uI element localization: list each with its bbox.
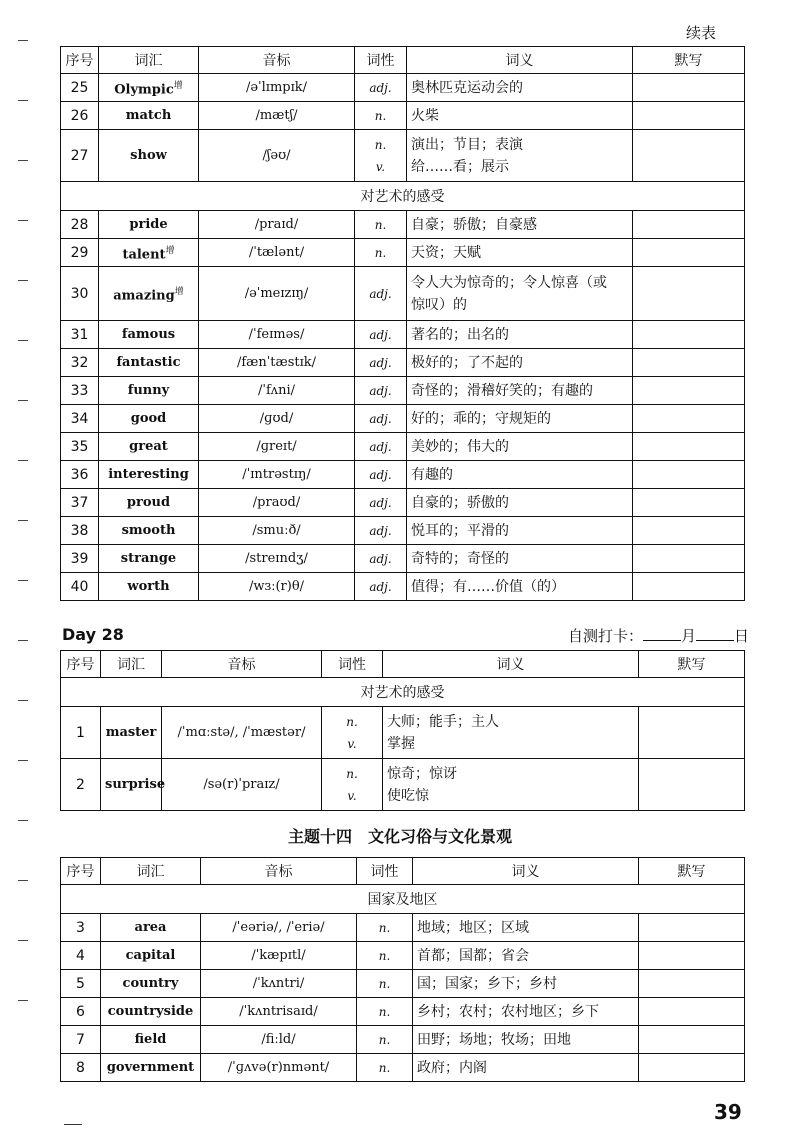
dictation-cell[interactable] — [633, 130, 745, 182]
phonetic: /praɪd/ — [199, 211, 355, 239]
dictation-cell[interactable] — [639, 942, 745, 970]
day-label: 日 — [734, 627, 750, 645]
meaning-line: 奇怪的；滑稽好笑的；有趣的 — [411, 382, 593, 399]
word-text: interesting — [108, 467, 189, 482]
table-row — [61, 489, 745, 517]
meaning-line: 自豪的；骄傲的 — [411, 494, 509, 511]
meaning-line: 大师；能手；主人 — [387, 713, 499, 730]
table-row — [61, 573, 745, 601]
part-of-speech — [355, 433, 407, 461]
vocab-word — [101, 942, 201, 970]
word-text: area — [134, 920, 167, 935]
month-label: 月 — [681, 627, 697, 645]
footer-rule — [64, 1124, 82, 1125]
dictation-cell[interactable] — [639, 759, 745, 811]
table-row — [61, 970, 745, 998]
word-text: fantastic — [116, 355, 181, 370]
table-row — [61, 321, 745, 349]
part-of-speech — [355, 102, 407, 130]
dictation-cell[interactable] — [633, 74, 745, 102]
dictation-cell[interactable] — [639, 707, 745, 759]
vocab-word — [99, 267, 199, 321]
row-number: 25 — [61, 74, 99, 102]
pos-line: n. — [374, 245, 387, 260]
col-header: 音标 — [199, 47, 355, 74]
col-header: 序号 — [61, 858, 101, 885]
table-row — [61, 349, 745, 377]
part-of-speech — [357, 1054, 413, 1082]
category-row — [61, 678, 745, 707]
phonetic: /ˈɪntrəstɪŋ/ — [199, 461, 355, 489]
col-header: 词性 — [357, 858, 413, 885]
meaning-line: 美妙的；伟大的 — [411, 438, 509, 455]
month-blank[interactable] — [643, 626, 681, 641]
continued-label: 续表 — [686, 24, 717, 42]
table-row — [61, 130, 745, 182]
category-label: 对艺术的感受 — [61, 678, 745, 707]
dictation-cell[interactable] — [633, 405, 745, 433]
vocab-word — [99, 573, 199, 601]
part-of-speech — [322, 759, 383, 811]
dictation-cell[interactable] — [639, 1026, 745, 1054]
pos-line: n. — [378, 976, 391, 991]
meaning-line: 乡村；农村；农村地区；乡下 — [417, 1003, 599, 1020]
table-row — [61, 707, 745, 759]
phonetic: /ˈkæpɪtl/ — [201, 942, 357, 970]
part-of-speech — [355, 239, 407, 267]
meaning-line: 著名的；出名的 — [411, 326, 509, 343]
phonetic: /ˈkʌntrisaɪd/ — [201, 998, 357, 1026]
word-text: good — [130, 411, 167, 426]
word-text: talent — [122, 247, 166, 263]
row-number: 30 — [61, 267, 99, 321]
row-number: 33 — [61, 377, 99, 405]
table-row — [61, 239, 745, 267]
meaning-line: 演出；节目；表演 — [411, 136, 523, 153]
row-number: 34 — [61, 405, 99, 433]
vocab-word — [101, 1054, 201, 1082]
header-row — [61, 858, 745, 885]
category-label: 国家及地区 — [61, 885, 745, 914]
page-number: 39 — [714, 1100, 742, 1124]
row-number: 8 — [61, 1054, 101, 1082]
vocab-word — [99, 517, 199, 545]
meaning-line: 惊奇；惊讶 — [387, 765, 457, 782]
pos-line: n. — [374, 137, 387, 152]
meaning — [407, 239, 633, 267]
row-number: 7 — [61, 1026, 101, 1054]
dictation-cell[interactable] — [633, 545, 745, 573]
pos-line: adj. — [369, 579, 392, 594]
vocab-word — [99, 211, 199, 239]
vocab-word — [99, 130, 199, 182]
pos-line: n. — [378, 1004, 391, 1019]
dictation-cell[interactable] — [633, 433, 745, 461]
phonetic: /streɪndʒ/ — [199, 545, 355, 573]
col-header: 词义 — [413, 858, 639, 885]
meaning — [407, 545, 633, 573]
table-row — [61, 267, 745, 321]
col-header: 词性 — [322, 651, 383, 678]
col-header: 默写 — [639, 858, 745, 885]
part-of-speech — [355, 377, 407, 405]
meaning — [407, 130, 633, 182]
word-text: field — [134, 1032, 167, 1047]
table-row — [61, 433, 745, 461]
row-number: 40 — [61, 573, 99, 601]
table-row — [61, 1054, 745, 1082]
phonetic: /fiːld/ — [201, 1026, 357, 1054]
vocab-word — [99, 377, 199, 405]
pos-line: v. — [347, 736, 357, 751]
meaning — [407, 349, 633, 377]
vocab-word — [99, 461, 199, 489]
part-of-speech — [355, 349, 407, 377]
meaning-line: 天资；天赋 — [411, 244, 481, 261]
phonetic: /əˈlɪmpɪk/ — [199, 74, 355, 102]
pos-line: n. — [374, 108, 387, 123]
row-number: 3 — [61, 914, 101, 942]
dictation-cell[interactable] — [639, 914, 745, 942]
vocab-word — [99, 489, 199, 517]
vocab-word — [99, 239, 199, 267]
part-of-speech — [322, 707, 383, 759]
meaning — [413, 1054, 639, 1082]
meaning — [407, 573, 633, 601]
part-of-speech — [355, 321, 407, 349]
meaning-line: 好的；乖的；守规矩的 — [411, 410, 551, 427]
category-row — [61, 885, 745, 914]
row-number: 1 — [61, 707, 101, 759]
meaning — [413, 914, 639, 942]
phonetic: /ˈkʌntri/ — [201, 970, 357, 998]
meaning — [407, 102, 633, 130]
pos-line: v. — [375, 159, 386, 174]
meaning-line: 掌握 — [387, 735, 415, 752]
row-number: 2 — [61, 759, 101, 811]
vocab-word — [99, 349, 199, 377]
row-number: 39 — [61, 545, 99, 573]
meaning — [407, 74, 633, 102]
meaning-line: 悦耳的；平滑的 — [411, 522, 509, 539]
vocab-word — [101, 759, 166, 811]
col-header: 词汇 — [101, 651, 162, 678]
meaning-line: 国；国家；乡下；乡村 — [417, 975, 557, 992]
meaning-line: 奥林匹克运动会的 — [411, 79, 523, 96]
theme-title: 主题十四 文化习俗与文化景观 — [287, 827, 512, 846]
vocab-table-theme14 — [60, 857, 745, 1082]
meaning-line: 政府；内阁 — [417, 1059, 487, 1076]
word-text: famous — [121, 327, 176, 342]
pos-line: adj. — [369, 495, 392, 510]
col-header: 词汇 — [101, 858, 201, 885]
row-number: 26 — [61, 102, 99, 130]
meaning-line: 火柴 — [411, 107, 439, 124]
pos-line: v. — [347, 788, 357, 803]
pos-line: n. — [378, 1032, 391, 1047]
pos-line: n. — [346, 766, 358, 781]
meaning — [413, 970, 639, 998]
meaning-line: 惊叹）的 — [411, 296, 467, 313]
part-of-speech — [357, 914, 413, 942]
dictation-cell[interactable] — [633, 239, 745, 267]
phonetic: /ˈmɑːstə/, /ˈmæstər/ — [162, 707, 322, 759]
table-row — [61, 211, 745, 239]
meaning-line: 使吃惊 — [387, 787, 429, 804]
phonetic: /sə(r)ˈpraɪz/ — [162, 759, 322, 811]
table-row — [61, 102, 745, 130]
meaning — [413, 942, 639, 970]
self-test-checkin — [568, 625, 749, 646]
dictation-cell[interactable] — [633, 321, 745, 349]
word-text: capital — [125, 948, 176, 963]
header-row — [61, 47, 745, 74]
phonetic: /ˈfʌni/ — [199, 377, 355, 405]
phonetic: /fænˈtæstɪk/ — [199, 349, 355, 377]
part-of-speech — [355, 211, 407, 239]
meaning — [407, 517, 633, 545]
pos-line: n. — [378, 948, 391, 963]
pos-line: n. — [378, 920, 391, 935]
part-of-speech — [355, 517, 407, 545]
pos-line: adj. — [369, 411, 392, 426]
dictation-cell[interactable] — [633, 267, 745, 321]
meaning — [407, 405, 633, 433]
vocab-word — [99, 321, 199, 349]
phonetic: /ɡʊd/ — [199, 405, 355, 433]
col-header: 音标 — [162, 651, 322, 678]
row-number: 32 — [61, 349, 99, 377]
meaning — [407, 433, 633, 461]
dictation-cell[interactable] — [633, 349, 745, 377]
row-number: 28 — [61, 211, 99, 239]
meaning — [383, 707, 639, 759]
vocab-table-day28 — [60, 650, 745, 811]
part-of-speech — [355, 267, 407, 321]
row-number: 38 — [61, 517, 99, 545]
phonetic: /ˈtælənt/ — [199, 239, 355, 267]
dictation-cell[interactable] — [633, 377, 745, 405]
phonetic: /ɡreɪt/ — [199, 433, 355, 461]
phonetic: /mætʃ/ — [199, 102, 355, 130]
meaning — [407, 321, 633, 349]
part-of-speech — [355, 461, 407, 489]
meaning-line: 田野；场地；牧场；田地 — [417, 1031, 571, 1048]
col-header: 序号 — [61, 651, 101, 678]
pos-line: adj. — [369, 523, 392, 538]
pos-line: adj. — [369, 80, 392, 95]
table-row — [61, 759, 745, 811]
word-text: government — [106, 1060, 195, 1075]
table-row — [61, 545, 745, 573]
dictation-cell[interactable] — [633, 461, 745, 489]
word-text: funny — [127, 383, 170, 398]
meaning-line: 有趣的 — [411, 466, 453, 483]
meaning-line: 地域；地区；区域 — [417, 919, 529, 936]
meaning — [407, 489, 633, 517]
meaning-line: 奇特的；奇怪的 — [411, 550, 509, 567]
header-row — [61, 651, 745, 678]
part-of-speech — [355, 74, 407, 102]
col-header: 词义 — [407, 47, 633, 74]
row-number: 35 — [61, 433, 99, 461]
phonetic: /wɜː(r)θ/ — [199, 573, 355, 601]
vocab-word — [101, 998, 201, 1026]
table-row — [61, 74, 745, 102]
part-of-speech — [355, 130, 407, 182]
row-number: 37 — [61, 489, 99, 517]
word-text: worth — [127, 579, 170, 594]
word-text: master — [105, 725, 157, 740]
meaning — [407, 267, 633, 321]
col-header: 序号 — [61, 47, 99, 74]
word-text: show — [130, 148, 167, 163]
meaning-line: 首都；国都；省会 — [417, 947, 529, 964]
col-header: 词义 — [383, 651, 639, 678]
part-of-speech — [357, 970, 413, 998]
part-of-speech — [355, 573, 407, 601]
table-row — [61, 1026, 745, 1054]
meaning — [407, 377, 633, 405]
binding-margin-marks — [0, 0, 40, 1132]
dictation-cell[interactable] — [633, 489, 745, 517]
pos-line: adj. — [369, 355, 392, 370]
part-of-speech — [357, 998, 413, 1026]
col-header: 音标 — [201, 858, 357, 885]
phonetic: /praʊd/ — [199, 489, 355, 517]
word-text: proud — [126, 495, 171, 510]
dictation-cell[interactable] — [633, 211, 745, 239]
meaning — [407, 211, 633, 239]
table-row — [61, 405, 745, 433]
vocab-word — [101, 707, 162, 759]
word-text: strange — [120, 551, 177, 566]
day-title: Day 28 — [62, 625, 124, 644]
row-number: 36 — [61, 461, 99, 489]
dictation-cell[interactable] — [633, 102, 745, 130]
pos-line: adj. — [369, 551, 392, 566]
row-number: 27 — [61, 130, 99, 182]
vocab-word — [99, 102, 199, 130]
part-of-speech — [357, 1026, 413, 1054]
meaning — [413, 998, 639, 1026]
word-text: surprise — [105, 777, 166, 792]
col-header: 默写 — [639, 651, 745, 678]
col-header: 默写 — [633, 47, 745, 74]
meaning — [407, 461, 633, 489]
vocab-table-continued — [60, 46, 745, 601]
phonetic: /ʃəʊ/ — [199, 130, 355, 182]
meaning-line: 极好的；了不起的 — [411, 354, 523, 371]
pos-line: adj. — [369, 383, 392, 398]
vocab-word — [99, 74, 199, 102]
category-row — [61, 182, 745, 211]
word-text: great — [129, 439, 168, 454]
vocab-word — [101, 1026, 201, 1054]
pos-line: n. — [374, 217, 387, 232]
meaning-line: 令人大为惊奇的；令人惊喜（或 — [411, 274, 607, 291]
vocab-word — [99, 545, 199, 573]
category-label: 对艺术的感受 — [61, 182, 745, 211]
pos-line: adj. — [369, 286, 392, 301]
part-of-speech — [355, 405, 407, 433]
meaning-line: 给……看；展示 — [411, 158, 509, 175]
word-text: pride — [129, 217, 168, 232]
phonetic: /əˈmeɪzɪŋ/ — [199, 267, 355, 321]
pos-line: n. — [378, 1060, 391, 1075]
phonetic: /smuːð/ — [199, 517, 355, 545]
meaning — [383, 759, 639, 811]
row-number: 29 — [61, 239, 99, 267]
meaning — [413, 1026, 639, 1054]
phonetic: /ˈfeɪməs/ — [199, 321, 355, 349]
part-of-speech — [357, 942, 413, 970]
meaning-line: 自豪；骄傲；自豪感 — [411, 216, 537, 233]
dictation-cell[interactable] — [633, 573, 745, 601]
pos-line: adj. — [369, 467, 392, 482]
pos-line: n. — [346, 714, 358, 729]
meaning-line: 值得；有……价值（的） — [411, 578, 565, 595]
vocab-word — [101, 970, 201, 998]
pos-line: adj. — [369, 439, 392, 454]
dictation-cell[interactable] — [639, 998, 745, 1026]
word-text: country — [122, 976, 179, 991]
part-of-speech — [355, 489, 407, 517]
pos-line: adj. — [369, 327, 392, 342]
added-tag: 增 — [173, 80, 183, 91]
table-row — [61, 914, 745, 942]
table-row — [61, 517, 745, 545]
phonetic: /ˈɡʌvə(r)nmənt/ — [201, 1054, 357, 1082]
table-row — [61, 461, 745, 489]
word-text: amazing — [113, 288, 175, 304]
word-text: match — [125, 108, 172, 123]
dictation-cell[interactable] — [633, 517, 745, 545]
added-tag: 增 — [165, 245, 175, 256]
vocab-word — [99, 405, 199, 433]
row-number: 4 — [61, 942, 101, 970]
day-blank[interactable] — [696, 626, 734, 641]
word-text: Olympic — [114, 82, 174, 98]
dictation-cell[interactable] — [639, 970, 745, 998]
word-text: smooth — [121, 523, 176, 538]
col-header: 词性 — [355, 47, 407, 74]
vocab-word — [101, 914, 201, 942]
col-header: 词汇 — [99, 47, 199, 74]
dictation-cell[interactable] — [639, 1054, 745, 1082]
row-number: 6 — [61, 998, 101, 1026]
checkin-label: 自测打卡： — [568, 627, 644, 645]
word-text: countryside — [107, 1004, 194, 1019]
table-row — [61, 377, 745, 405]
added-tag: 增 — [174, 286, 184, 297]
part-of-speech — [355, 545, 407, 573]
table-row — [61, 942, 745, 970]
row-number: 5 — [61, 970, 101, 998]
phonetic: /ˈeəriə/, /ˈeriə/ — [201, 914, 357, 942]
row-number: 31 — [61, 321, 99, 349]
table-row — [61, 998, 745, 1026]
vocab-word — [99, 433, 199, 461]
